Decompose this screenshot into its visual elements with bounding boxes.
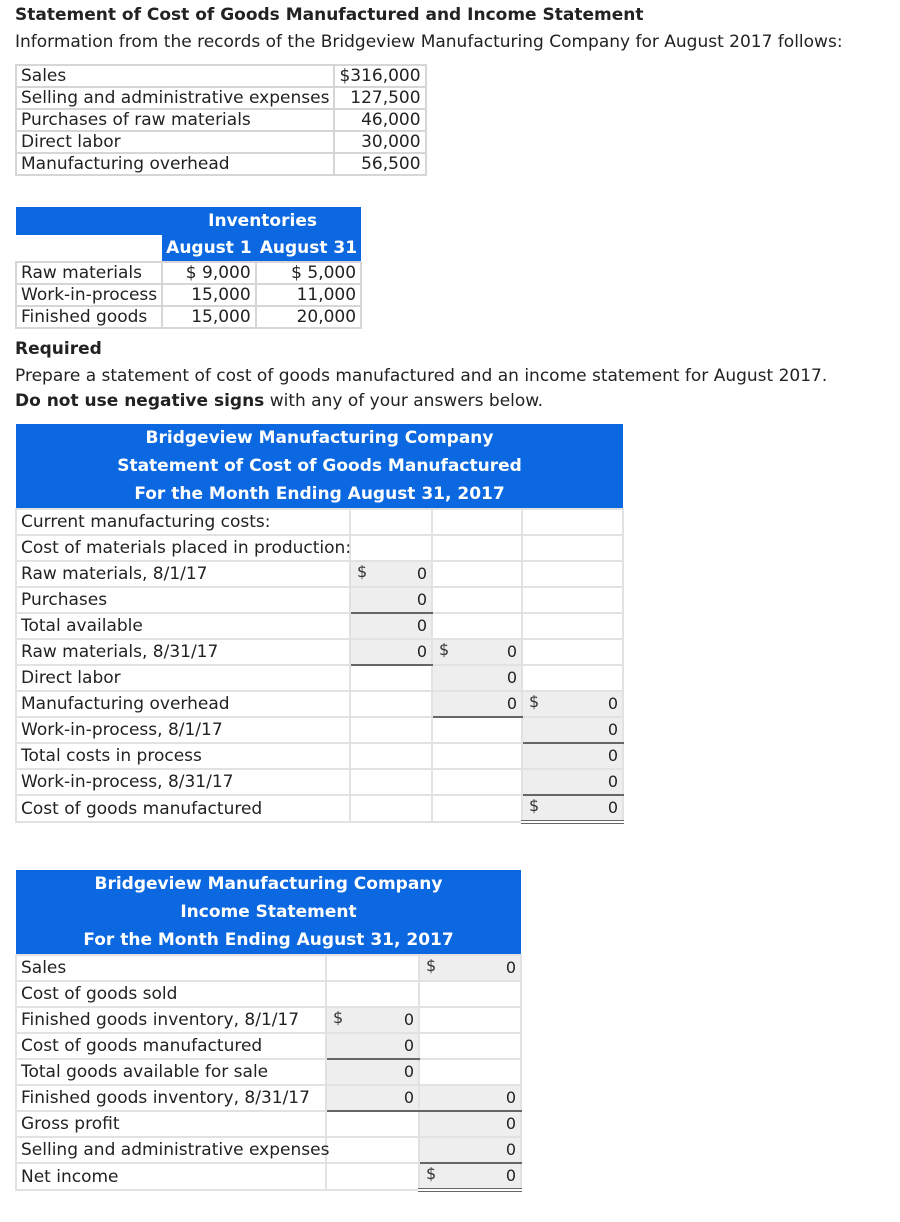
cogm-input[interactable] — [350, 665, 432, 691]
inventory-aug1: 15,000 — [162, 306, 256, 328]
cogm-amount: 0 — [506, 642, 517, 661]
cogm-amount-input[interactable] — [522, 769, 623, 795]
cogm-row — [16, 769, 623, 795]
cogm-row-label: Purchases — [16, 587, 350, 613]
income-row — [16, 1007, 521, 1033]
dollar-sign: $ — [439, 640, 450, 659]
page-title: Statement of Cost of Goods Manufactured and Income Statement — [15, 5, 644, 25]
cogm-row-label: Current manufacturing costs: — [16, 509, 350, 535]
income-amount: 0 — [505, 1140, 516, 1159]
cogm-row — [16, 665, 623, 691]
income-input[interactable] — [326, 1163, 419, 1190]
inventory-aug31: $ 5,000 — [256, 262, 361, 284]
income-row-label: Selling and administrative expenses — [16, 1137, 326, 1163]
given-value: $316,000 — [334, 65, 425, 87]
cogm-row-label: Work-in-process, 8/31/17 — [16, 769, 350, 795]
dollar-sign: $ — [333, 1008, 344, 1027]
cogm-amount: 0 — [506, 668, 517, 687]
cogm-input[interactable] — [522, 613, 623, 639]
given-label: Selling and administrative expenses — [16, 87, 334, 109]
income-amount-input[interactable] — [326, 1059, 419, 1085]
given-value: 30,000 — [334, 131, 425, 153]
given-row — [16, 65, 426, 87]
cogm-input[interactable] — [522, 535, 623, 561]
cogm-input[interactable] — [350, 691, 432, 717]
cogm-input[interactable] — [350, 743, 432, 769]
dollar-sign: $ — [529, 692, 540, 711]
cogm-amount-input[interactable] — [432, 639, 522, 665]
inventory-aug1: $ 9,000 — [162, 262, 256, 284]
inventory-aug31: 11,000 — [256, 284, 361, 306]
given-value: 56,500 — [334, 153, 425, 175]
income-row — [16, 1033, 521, 1059]
cogm-input[interactable] — [522, 587, 623, 613]
inventory-label: Raw materials — [16, 262, 162, 284]
cogm-row-label: Total available — [16, 613, 350, 639]
income-row-label: Finished goods inventory, 8/1/17 — [16, 1007, 326, 1033]
cogm-period: For the Month Ending August 31, 2017 — [16, 480, 623, 509]
income-input[interactable] — [326, 1111, 419, 1137]
cogm-amount: 0 — [607, 720, 619, 739]
income-row-label: Finished goods inventory, 8/31/17 — [16, 1085, 326, 1111]
inventories-table — [15, 207, 362, 329]
income-period: For the Month Ending August 31, 2017 — [16, 926, 521, 955]
income-row-label: Cost of goods sold — [16, 981, 326, 1007]
income-row-label: Gross profit — [16, 1111, 326, 1137]
given-row — [16, 87, 426, 109]
cogm-input[interactable] — [350, 509, 432, 535]
cogm-input[interactable] — [432, 509, 522, 535]
given-row — [16, 109, 426, 131]
income-row-label: Total goods available for sale — [16, 1059, 326, 1085]
income-row — [16, 1085, 521, 1111]
cogm-row-label: Total costs in process — [16, 743, 350, 769]
income-amount-input[interactable] — [419, 1163, 521, 1190]
cogm-input[interactable] — [350, 717, 432, 743]
cogm-row — [16, 639, 623, 665]
income-amount: 0 — [505, 1114, 516, 1133]
dollar-sign: $ — [357, 562, 368, 581]
income-row-label: Net income — [16, 1163, 326, 1190]
required-text: Prepare a statement of cost of goods manufactured and an income statement for August 2017. — [15, 366, 828, 386]
intro-text: Information from the records of the Bridgeview Manufacturing Company for August 2017 follows: — [15, 32, 843, 52]
cogm-row-label: Cost of goods manufactured — [16, 795, 350, 822]
given-data-table — [15, 64, 427, 176]
cogm-row — [16, 535, 623, 561]
cogm-row-label: Raw materials, 8/31/17 — [16, 639, 350, 665]
given-label: Sales — [16, 65, 334, 87]
cogm-row — [16, 587, 623, 613]
cogm-row — [16, 613, 623, 639]
income-row — [16, 1163, 521, 1190]
income-input[interactable] — [326, 955, 419, 981]
income-amount-input[interactable] — [419, 955, 521, 981]
cogm-row — [16, 795, 623, 822]
cogm-amount-input[interactable] — [432, 665, 522, 691]
cogm-amount-input[interactable] — [350, 561, 432, 587]
income-amount-input[interactable] — [419, 1085, 521, 1111]
cogm-input[interactable] — [432, 535, 522, 561]
income-amount-input[interactable] — [419, 1111, 521, 1137]
cogm-input[interactable] — [432, 795, 522, 822]
cogm-amount-input[interactable] — [522, 691, 623, 717]
cogm-row — [16, 743, 623, 769]
given-label: Direct labor — [16, 131, 334, 153]
income-company: Bridgeview Manufacturing Company — [16, 870, 521, 898]
given-row — [16, 131, 426, 153]
cogm-company: Bridgeview Manufacturing Company — [16, 424, 623, 452]
cogm-amount: 0 — [416, 642, 427, 661]
cogm-input[interactable] — [350, 535, 432, 561]
inventory-label: Work-in-process — [16, 284, 162, 306]
cogm-input[interactable] — [350, 769, 432, 795]
income-input[interactable] — [326, 981, 419, 1007]
cogm-amount-input[interactable] — [522, 717, 623, 743]
cogm-amount: 0 — [607, 746, 619, 765]
income-amount-input[interactable] — [419, 1137, 521, 1163]
inventory-aug31: 20,000 — [256, 306, 361, 328]
income-amount: 0 — [403, 1036, 414, 1055]
income-amount-input[interactable] — [326, 1007, 419, 1033]
cogm-amount: 0 — [416, 564, 427, 583]
inventory-label: Finished goods — [16, 306, 162, 328]
income-title: Income Statement — [16, 898, 521, 926]
cogm-amount: 0 — [607, 694, 619, 713]
cogm-amount-input[interactable] — [522, 743, 623, 769]
income-input[interactable] — [419, 981, 521, 1007]
required-note-bold: Do not use negative signs — [15, 391, 265, 411]
cogm-amount: 0 — [607, 798, 619, 817]
dollar-sign: $ — [426, 1164, 437, 1183]
income-row — [16, 1111, 521, 1137]
required-note-rest: with any of your answers below. — [264, 391, 544, 411]
inventory-aug1: 15,000 — [162, 284, 256, 306]
income-row — [16, 955, 521, 981]
given-label: Purchases of raw materials — [16, 109, 334, 131]
income-amount-input[interactable] — [326, 1085, 419, 1111]
dollar-sign: $ — [529, 796, 540, 815]
cogm-amount-input[interactable] — [350, 639, 432, 665]
inventories-col-aug31: August 31 — [256, 235, 361, 262]
income-row — [16, 1137, 521, 1163]
cogm-input[interactable] — [432, 717, 522, 743]
income-input[interactable] — [419, 1007, 521, 1033]
cogm-input[interactable] — [350, 795, 432, 822]
income-row-label: Sales — [16, 955, 326, 981]
cogm-row — [16, 717, 623, 743]
cogm-amount: 0 — [416, 590, 427, 609]
cogm-input[interactable] — [432, 743, 522, 769]
inventory-row — [16, 306, 361, 328]
cogm-input[interactable] — [432, 769, 522, 795]
inventory-row — [16, 284, 361, 306]
income-amount: 0 — [505, 958, 516, 977]
income-input[interactable] — [419, 1033, 521, 1059]
cogm-amount: 0 — [506, 694, 517, 713]
given-value: 46,000 — [334, 109, 425, 131]
income-row — [16, 1059, 521, 1085]
income-amount: 0 — [505, 1088, 516, 1107]
inventory-row — [16, 262, 361, 284]
income-amount: 0 — [505, 1166, 516, 1185]
cogm-input[interactable] — [522, 665, 623, 691]
income-amount: 0 — [403, 1010, 414, 1029]
income-amount: 0 — [403, 1062, 414, 1081]
cogm-input[interactable] — [522, 639, 623, 665]
cogm-row-label: Work-in-process, 8/1/17 — [16, 717, 350, 743]
cogm-amount-input[interactable] — [350, 613, 432, 639]
income-statement — [15, 870, 522, 1192]
cogm-row-label: Raw materials, 8/1/17 — [16, 561, 350, 587]
income-input[interactable] — [326, 1137, 419, 1163]
cogm-row — [16, 691, 623, 717]
required-heading: Required — [15, 339, 102, 359]
inventories-col-aug1: August 1 — [162, 235, 256, 262]
given-label: Manufacturing overhead — [16, 153, 334, 175]
income-input[interactable] — [419, 1059, 521, 1085]
given-row — [16, 153, 426, 175]
cogm-amount-input[interactable] — [432, 691, 522, 717]
dollar-sign: $ — [426, 956, 437, 975]
cogm-row-label: Cost of materials placed in production: — [16, 535, 350, 561]
cogm-amount-input[interactable] — [350, 587, 432, 613]
inventories-title: Inventories — [162, 207, 361, 235]
cogm-amount: 0 — [607, 772, 619, 791]
cogm-input[interactable] — [522, 561, 623, 587]
cogm-input[interactable] — [432, 561, 522, 587]
cogm-row-label: Direct labor — [16, 665, 350, 691]
cogm-input[interactable] — [432, 587, 522, 613]
cogm-input[interactable] — [432, 613, 522, 639]
cogm-title: Statement of Cost of Goods Manufactured — [16, 452, 623, 480]
given-value: 127,500 — [334, 87, 425, 109]
cogm-row — [16, 509, 623, 535]
cogm-amount: 0 — [416, 616, 427, 635]
cogm-row — [16, 561, 623, 587]
income-amount: 0 — [403, 1088, 414, 1107]
income-row — [16, 981, 521, 1007]
required-note — [15, 391, 543, 411]
cogm-row-label: Manufacturing overhead — [16, 691, 350, 717]
cogm-amount-input[interactable] — [522, 795, 623, 822]
income-row-label: Cost of goods manufactured — [16, 1033, 326, 1059]
cogm-input[interactable] — [522, 509, 623, 535]
cogm-statement — [15, 424, 624, 824]
income-amount-input[interactable] — [326, 1033, 419, 1059]
